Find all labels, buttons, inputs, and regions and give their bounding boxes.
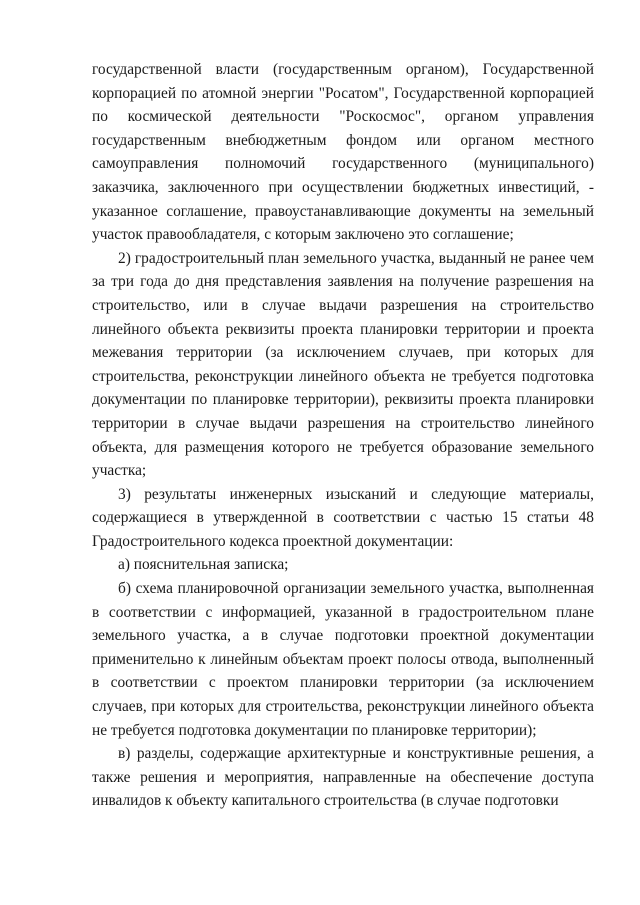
paragraph-item-3: 3) результаты инженерных изысканий и следующие материалы, содержащиеся в утвержденной в соответствии с частью 15 статьи 48 Градостроительного кодекса проектной документации: bbox=[92, 485, 594, 550]
paragraph-subitem-a: а) пояснительная записка; bbox=[118, 556, 289, 574]
paragraph-item-2: 2) градостроительный план земельного участка, выданный не ранее чем за три года до дня представления заявления на получение разрешения на строительство, или в случае выдачи разрешения на строительство линейного объекта реквизиты проекта планировки территории и проекта межевания территории (за исключением случаев, при которых для строительства, реконструкции линейного объекта не требуется подготовка документации по планировке территории), реквизиты проекта планировки территории в случае выдачи разрешения на строительство линейного объекта, для размещения которого не требуется образование земельного участка; bbox=[92, 249, 594, 480]
document-body bbox=[92, 58, 594, 813]
paragraph-subitem-v: в) разделы, содержащие архитектурные и конструктивные решения, а также решения и мероприятия, направленные на обеспечение доступа инвалидов к объекту капитального строительства (в случае подготовки bbox=[92, 745, 594, 810]
paragraph-continuation: государственной власти (государственным органом), Государственной корпорацией по атомной энергии "Росатом", Государственной корпорацией по космической деятельности "Роскосмос", органом управления государственным внебюджетным фондом или органом местного самоуправления полномочий государственного (муниципального) заказчика, заключенного при осуществлении бюджетных инвестиций, - указанное соглашение, правоустанавливающие документы на земельный участок правообладателя, с которым заключено это соглашение; bbox=[92, 61, 594, 244]
paragraph-subitem-b: б) схема планировочной организации земельного участка, выполненная в соответствии с информацией, указанной в градостроительном плане земельного участка, а в случае подготовки проектной документации применительно к линейным объектам проект полосы отвода, выполненный в соответствии с проектом планировки территории (за исключением случаев, при которых для строительства, реконструкции линейного объекта не требуется подготовка документации по планировке территории); bbox=[92, 580, 594, 739]
